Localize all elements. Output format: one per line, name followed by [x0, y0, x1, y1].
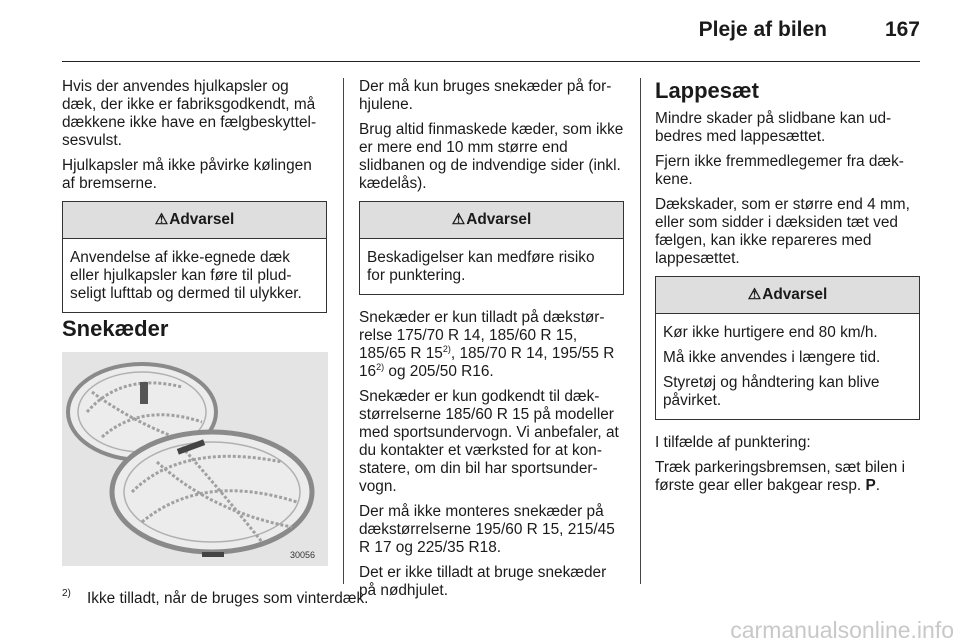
- paragraph: Der må ikke monteres snekæder på dækstørrelserne 195/60 R 15, 215/45 R 17 og 225/35 R18.: [359, 503, 615, 556]
- warning-title: Advarsel: [169, 211, 235, 228]
- footnote-mark: 2): [62, 588, 71, 599]
- footnote-ref: 2): [442, 343, 451, 354]
- warning-header: [63, 202, 326, 239]
- column-2: [359, 78, 624, 607]
- watermark: carmanualsonline.info: [730, 617, 954, 643]
- column-3: [655, 78, 920, 502]
- paragraph: Der må kun bruges snekæder på for-hjulene.: [359, 78, 612, 113]
- paragraph-tyre-sizes: Snekæder er kun tilladt på dækstør-relse 175/70 R 14, 185/60 R 15, 185/65 R 15$^{2)}$, 185/70 R 14, 195/55 R 16$^{2)}$ og 205/50 R16.: [359, 309, 615, 380]
- warning-text: Styretøj og håndtering kan blive påvirket.: [663, 374, 880, 409]
- paragraph: Fjern ikke fremmedlegemer fra dæk-kene.: [655, 153, 904, 188]
- warning-title: Advarsel: [466, 211, 532, 228]
- warning-text: Anvendelse af ikke-egnede dæk eller hjulkapsler kan føre til plud-seligt lufttab og dermed til ulykker.: [70, 249, 302, 302]
- paragraph: Brug altid finmaskede kæder, som ikke er mere end 10 mm større end slidbanen og de indvendige sider (inkl. kædelås).: [359, 121, 624, 192]
- section-heading-snow-chains: Snekæder: [62, 316, 169, 341]
- column-divider-1: [343, 78, 344, 584]
- warning-box: [62, 201, 327, 313]
- footnote-text: Ikke tilladt, når de bruges som vinterdæk.: [87, 590, 369, 607]
- column-1: [62, 78, 327, 327]
- warning-icon: ⚠: [747, 286, 762, 303]
- column-divider-2: [640, 78, 641, 584]
- warning-text: Beskadigelser kan medføre risiko for punktering.: [367, 249, 595, 284]
- warning-box: [359, 201, 624, 295]
- paragraph: Træk parkeringsbremsen, sæt bilen i første gear eller bakgear resp. P.: [655, 459, 906, 494]
- paragraph: Det er ikke tilladt at bruge snekæder på nødhjulet.: [359, 564, 607, 599]
- paragraph: Hjulkapsler må ikke påvirke kølingen af bremserne.: [62, 157, 312, 192]
- warning-icon: ⚠: [154, 211, 169, 228]
- warning-text: Må ikke anvendes i længere tid.: [663, 349, 881, 366]
- running-header-title: Pleje af bilen: [698, 18, 827, 41]
- paragraph: Mindre skader på slidbane kan ud-bedres med lappesættet.: [655, 110, 892, 145]
- warning-header: [656, 277, 919, 314]
- snow-chain-illustration: [62, 352, 328, 566]
- paragraph: Snekæder er kun godkendt til dæk-størrelserne 185/60 R 15 på modeller med sportsundervogn. Vi anbefaler, at du kontakter et værksted for at kon-statere, om din bil har sportsunder-vogn.: [359, 388, 619, 495]
- warning-icon: ⚠: [451, 211, 466, 228]
- header-rule: [62, 61, 920, 62]
- page-number: 167: [884, 18, 920, 41]
- paragraph: Dækskader, som er større end 4 mm, eller som sidder i dæksiden tæt ved fælgen, kan ikke repareres med lappesættet.: [655, 196, 910, 267]
- figure-label: 30056: [290, 550, 316, 560]
- section-heading-repair-kit: Lappesæt: [655, 78, 759, 103]
- footnote-ref: 2): [376, 361, 385, 372]
- warning-title: Advarsel: [762, 286, 828, 303]
- paragraph: I tilfælde af punktering:: [655, 434, 811, 451]
- warning-text: Kør ikke hurtigere end 80 km/h.: [663, 324, 878, 341]
- warning-header: [360, 202, 623, 239]
- paragraph: Hvis der anvendes hjulkapsler og dæk, der ikke er fabriksgodkendt, må dækkene ikke have en fælgbeskyttel-sesvulst.: [62, 78, 317, 149]
- warning-box: [655, 276, 920, 420]
